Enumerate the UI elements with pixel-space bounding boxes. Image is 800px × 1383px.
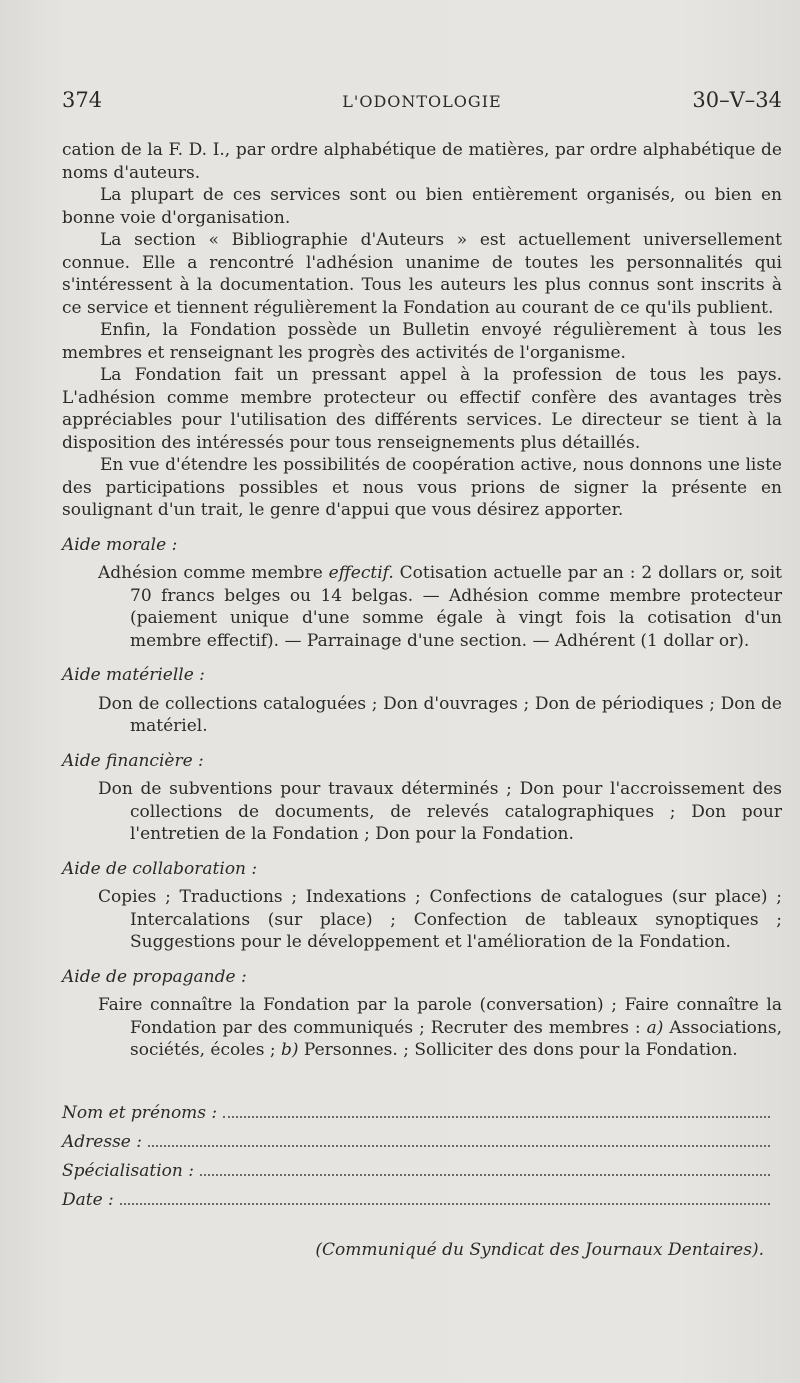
section-text: Adhésion comme membre effectif. Cotisation actuelle par an : 2 dollars or, soit 70 francs belges ou 14 belgas. — Adhésion comme membre protecteur (paiement unique d'une somme égale à vingt fois la cotisation d'un membre effectif). — Parrainage d'une section. — Adhérent (1 dollar or). xyxy=(98,563,783,651)
address-fill-line xyxy=(148,1131,770,1147)
form-row-address xyxy=(62,1131,770,1160)
section-text: Don de subventions pour travaux déterminés ; Don pour l'accroissement des collections de documents, de relevés catalographiques ; Don pour l'entretien de la Fondation ; Don pour la Fondation. xyxy=(98,779,782,844)
paragraph-services: La plupart de ces services sont ou bien entièrement organisés, ou bien en bonne voie d'organisation. xyxy=(62,185,782,228)
specialisation-fill-line xyxy=(200,1160,770,1176)
paragraph-participation: En vue d'étendre les possibilités de coopération active, nous donnons une liste des participations possibles et nous vous prions de signer la présente en soulignant d'un trait, le genre d'appui que vous désirez apporter. xyxy=(62,455,782,520)
paragraph-appeal: La Fondation fait un pressant appel à la profession de tous les pays. L'adhésion comme membre protecteur ou effectif confère des avantages très appréciables pour l'utilisation des différents services. Le directeur se tient à la disposition des intéressés pour tous renseignements plus détaillés. xyxy=(62,365,782,453)
section-text: Faire connaître la Fondation par la parole (conversation) ; Faire connaître la Fondation par des communiqués ; Recruter des membres : a) Associations, sociétés, écoles ; b) Personnes. ; Solliciter des dons pour la Fondation. xyxy=(98,995,782,1060)
address-label: Adresse : xyxy=(62,1132,142,1152)
section-heading: Aide de propagande : xyxy=(62,966,247,987)
section-aide-collaboration xyxy=(62,858,782,954)
form-row-specialisation xyxy=(62,1160,770,1189)
name-label: Nom et prénoms : xyxy=(62,1103,218,1123)
section-heading: Aide financière : xyxy=(62,750,204,771)
section-aide-materielle xyxy=(62,664,782,738)
page-header xyxy=(62,88,782,118)
specialisation-label: Spécialisation : xyxy=(62,1161,194,1181)
date-fill-line xyxy=(120,1189,770,1205)
section-heading: Aide de collaboration : xyxy=(62,858,258,879)
source-credit: (Communiqué du Syndicat des Journaux Dentaires). xyxy=(315,1240,764,1260)
date-label: Date : xyxy=(62,1190,114,1210)
section-text: Don de collections cataloguées ; Don d'ouvrages ; Don de périodiques ; Don de matériel. xyxy=(98,693,782,736)
section-heading: Aide morale : xyxy=(62,534,178,555)
section-heading: Aide matérielle : xyxy=(62,665,205,685)
form-row-date xyxy=(62,1189,770,1218)
issue-date: 30–V–34 xyxy=(692,88,782,112)
form-row-name xyxy=(62,1102,770,1131)
paragraph-continuation: cation de la F. D. I., par ordre alphabétique de matières, par ordre alphabétique de noms d'auteurs. xyxy=(62,140,782,183)
section-aide-morale xyxy=(62,534,782,653)
signup-form xyxy=(62,1102,770,1218)
section-aide-financiere xyxy=(62,750,782,846)
name-fill-line xyxy=(223,1102,770,1118)
article-body xyxy=(62,139,782,1062)
running-title: L'ODONTOLOGIE xyxy=(342,92,502,111)
section-aide-propagande xyxy=(62,966,782,1062)
paragraph-bulletin: Enfin, la Fondation possède un Bulletin envoyé régulièrement à tous les membres et renseignant les progrès des activités de l'organisme. xyxy=(62,320,782,363)
page-number: 374 xyxy=(62,88,103,112)
paragraph-bibliography: La section « Bibliographie d'Auteurs » est actuellement universellement connue. Elle a rencontré l'adhésion unanime de toutes les personnalités qui s'intéressent à la documentation. Tous les auteurs les plus connus sont inscrits à ce service et tiennent régulièrement la Fondation au courant de ce qu'ils publient. xyxy=(62,230,782,318)
section-text: Copies ; Traductions ; Indexations ; Confections de catalogues (sur place) ; Intercalations (sur place) ; Confection de tableaux synoptiques ; Suggestions pour le développement et l'amélioration de la Fondation. xyxy=(98,887,782,952)
